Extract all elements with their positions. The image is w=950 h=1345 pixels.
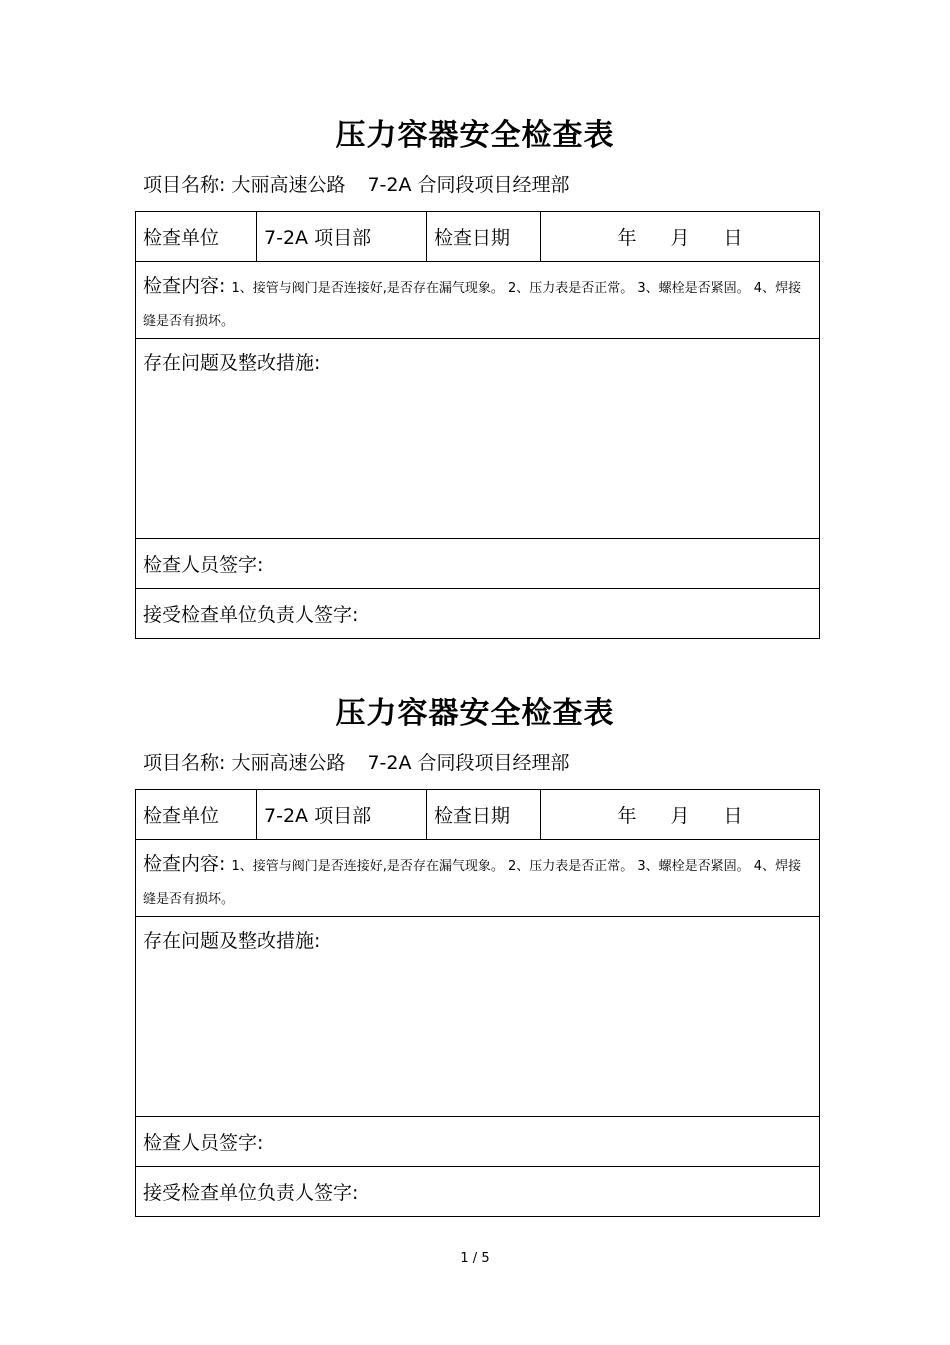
inspection-table xyxy=(135,211,820,639)
content-label: 检查内容: xyxy=(143,275,226,297)
date-day: 日 xyxy=(723,805,743,827)
unit-value: 7-2A 项目部 xyxy=(257,212,427,262)
issues-label: 存在问题及整改措施: xyxy=(143,930,321,952)
page-number: 1 / 5 xyxy=(460,1251,490,1266)
inspector-signature-cell[interactable] xyxy=(136,1117,820,1167)
issues-cell[interactable] xyxy=(136,917,820,1117)
form-title: 压力容器安全检查表 xyxy=(335,118,615,153)
project-line xyxy=(143,172,570,198)
content-text: 1、接管与阀门是否连接好,是否存在漏气现象。 2、压力表是否正常。 3、螺栓是否紧固。 4、焊接缝是否有损坏。 xyxy=(143,281,802,329)
content-text: 1、接管与阀门是否连接好,是否存在漏气现象。 2、压力表是否正常。 3、螺栓是否紧固。 4、焊接缝是否有损坏。 xyxy=(143,859,802,907)
date-day: 日 xyxy=(723,227,743,249)
date-month: 月 xyxy=(670,805,690,827)
project-section: 7-2A 合同段项目经理部 xyxy=(367,752,570,774)
date-label: 检查日期 xyxy=(427,790,541,840)
project-line xyxy=(143,750,570,776)
date-year: 年 xyxy=(617,805,637,827)
responsible-signature-cell[interactable] xyxy=(136,589,820,639)
project-section: 7-2A 合同段项目经理部 xyxy=(367,174,570,196)
form-title: 压力容器安全检查表 xyxy=(335,696,615,731)
project-label: 项目名称: xyxy=(143,174,226,196)
project-name: 大丽高速公路 xyxy=(231,174,346,196)
date-label: 检查日期 xyxy=(427,212,541,262)
date-year: 年 xyxy=(617,227,637,249)
inspector-signature-cell[interactable] xyxy=(136,539,820,589)
inspector-label: 检查人员签字: xyxy=(143,1132,264,1154)
inspection-form-2 xyxy=(0,690,950,1204)
project-name: 大丽高速公路 xyxy=(231,752,346,774)
issues-cell[interactable] xyxy=(136,339,820,539)
responsible-label: 接受检查单位负责人签字: xyxy=(143,1182,359,1204)
date-value xyxy=(541,212,820,262)
unit-label: 检查单位 xyxy=(136,212,257,262)
content-cell xyxy=(136,262,820,339)
responsible-label: 接受检查单位负责人签字: xyxy=(143,604,359,626)
responsible-signature-cell[interactable] xyxy=(136,1167,820,1217)
content-label: 检查内容: xyxy=(143,853,226,875)
project-label: 项目名称: xyxy=(143,752,226,774)
inspection-form-1 xyxy=(0,112,950,626)
unit-label: 检查单位 xyxy=(136,790,257,840)
inspector-label: 检查人员签字: xyxy=(143,554,264,576)
content-cell xyxy=(136,840,820,917)
date-month: 月 xyxy=(670,227,690,249)
unit-value: 7-2A 项目部 xyxy=(257,790,427,840)
inspection-table xyxy=(135,789,820,1217)
date-value xyxy=(541,790,820,840)
issues-label: 存在问题及整改措施: xyxy=(143,352,321,374)
